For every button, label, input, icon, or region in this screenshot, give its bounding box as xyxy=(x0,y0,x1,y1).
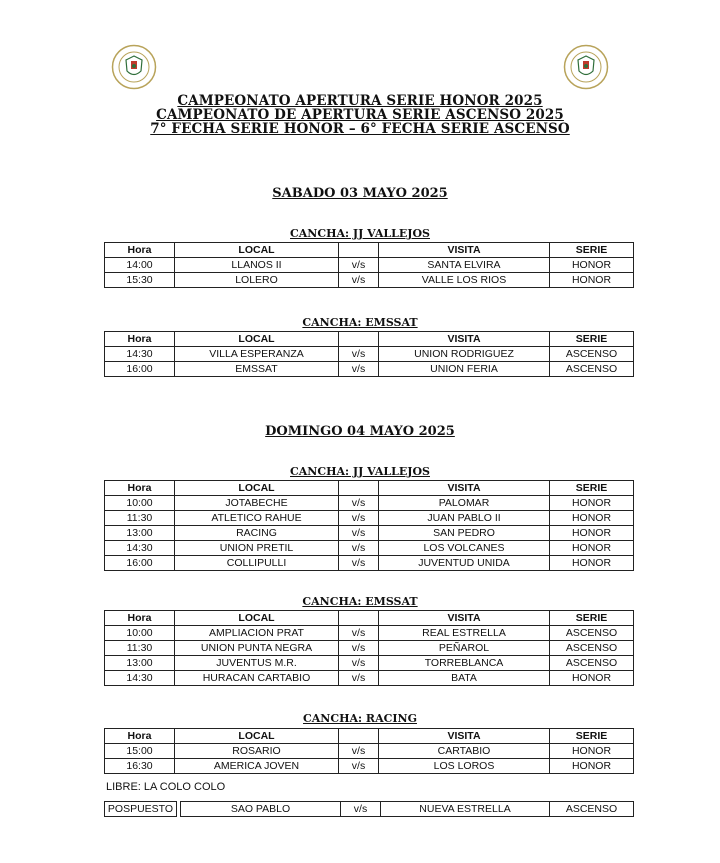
match-time: 15:30 xyxy=(105,273,175,288)
series: ASCENSO xyxy=(550,641,634,656)
day-title-sunday: DOMINGO 04 MAYO 2025 xyxy=(265,424,455,439)
home-team: COLLIPULLI xyxy=(175,556,339,571)
versus: v/s xyxy=(339,744,379,759)
series: ASCENSO xyxy=(550,347,634,362)
away-team: JUAN PABLO II xyxy=(379,511,550,526)
match-time: 14:30 xyxy=(105,347,175,362)
away-team: UNION FERIA xyxy=(379,362,550,377)
table-row xyxy=(105,656,634,671)
col-hora: Hora xyxy=(105,332,175,347)
col-visita: VISITA xyxy=(379,729,550,744)
table-row xyxy=(105,496,634,511)
versus: v/s xyxy=(339,759,379,774)
match-time: 10:00 xyxy=(105,626,175,641)
series: HONOR xyxy=(550,526,634,541)
away-team: TORREBLANCA xyxy=(379,656,550,671)
match-time: 13:00 xyxy=(105,656,175,671)
fixture-table xyxy=(104,480,634,571)
fixture-table xyxy=(104,610,634,686)
home-team: JUVENTUS M.R. xyxy=(175,656,339,671)
col-vs xyxy=(339,611,379,626)
cancha-title: CANCHA: JJ VALLEJOS xyxy=(290,227,430,240)
home-team: VILLA ESPERANZA xyxy=(175,347,339,362)
series: HONOR xyxy=(550,744,634,759)
versus: v/s xyxy=(339,541,379,556)
away-team: LOS VOLCANES xyxy=(379,541,550,556)
cancha-title: CANCHA: RACING xyxy=(303,712,417,725)
versus: v/s xyxy=(339,362,379,377)
col-visita: VISITA xyxy=(379,611,550,626)
col-local: LOCAL xyxy=(175,611,339,626)
col-visita: VISITA xyxy=(379,243,550,258)
match-time: 16:00 xyxy=(105,556,175,571)
table-row xyxy=(105,556,634,571)
col-serie: SERIE xyxy=(550,729,634,744)
home-team: UNION PRETIL xyxy=(175,541,339,556)
col-vs xyxy=(339,332,379,347)
away-team: UNION RODRIGUEZ xyxy=(379,347,550,362)
series: HONOR xyxy=(550,273,634,288)
col-local: LOCAL xyxy=(175,729,339,744)
table-row xyxy=(105,526,634,541)
col-visita: VISITA xyxy=(379,481,550,496)
series: HONOR xyxy=(550,759,634,774)
table-header-row xyxy=(105,332,634,347)
versus: v/s xyxy=(339,258,379,273)
postponed-table xyxy=(104,801,634,817)
match-time: 15:00 xyxy=(105,744,175,759)
cancha-title: CANCHA: EMSSAT xyxy=(302,316,418,329)
col-visita: VISITA xyxy=(379,332,550,347)
col-vs xyxy=(339,729,379,744)
fixture-table xyxy=(104,331,634,377)
match-time: 13:00 xyxy=(105,526,175,541)
libre-note: LIBRE: LA COLO COLO xyxy=(106,781,226,793)
association-seal-logo xyxy=(111,44,157,90)
home-team: SAO PABLO xyxy=(181,802,341,817)
table-header-row xyxy=(105,729,634,744)
home-team: HURACAN CARTABIO xyxy=(175,671,339,686)
home-team: EMSSAT xyxy=(175,362,339,377)
cancha-title: CANCHA: EMSSAT xyxy=(302,595,418,608)
versus: v/s xyxy=(339,556,379,571)
table-header-row xyxy=(105,611,634,626)
table-row xyxy=(105,258,634,273)
table-row xyxy=(105,744,634,759)
col-local: LOCAL xyxy=(175,243,339,258)
table-row xyxy=(105,273,634,288)
away-team: SAN PEDRO xyxy=(379,526,550,541)
versus: v/s xyxy=(339,671,379,686)
title-line-3: 7° FECHA SERIE HONOR – 6° FECHA SERIE ASCENSO xyxy=(150,121,570,137)
home-team: ROSARIO xyxy=(175,744,339,759)
cancha-title: CANCHA: JJ VALLEJOS xyxy=(290,465,430,478)
match-time: 16:00 xyxy=(105,362,175,377)
match-time: 16:30 xyxy=(105,759,175,774)
away-team: NUEVA ESTRELLA xyxy=(381,802,550,817)
away-team: VALLE LOS RIOS xyxy=(379,273,550,288)
series: HONOR xyxy=(550,671,634,686)
home-team: RACING xyxy=(175,526,339,541)
table-row xyxy=(105,626,634,641)
table-row xyxy=(105,641,634,656)
col-serie: SERIE xyxy=(550,332,634,347)
association-seal-logo xyxy=(563,44,609,90)
col-hora: Hora xyxy=(105,243,175,258)
col-hora: Hora xyxy=(105,611,175,626)
series: HONOR xyxy=(550,258,634,273)
col-local: LOCAL xyxy=(175,481,339,496)
match-time: 14:00 xyxy=(105,258,175,273)
table-row xyxy=(105,802,634,817)
series: HONOR xyxy=(550,541,634,556)
table-row xyxy=(105,347,634,362)
away-team: JUVENTUD UNIDA xyxy=(379,556,550,571)
col-serie: SERIE xyxy=(550,611,634,626)
postponed-label: POSPUESTO xyxy=(105,802,177,817)
col-vs xyxy=(339,481,379,496)
away-team: SANTA ELVIRA xyxy=(379,258,550,273)
match-time: 14:30 xyxy=(105,671,175,686)
table-header-row xyxy=(105,481,634,496)
table-header-row xyxy=(105,243,634,258)
match-time: 14:30 xyxy=(105,541,175,556)
fixture-table xyxy=(104,728,634,774)
table-row xyxy=(105,362,634,377)
away-team: PALOMAR xyxy=(379,496,550,511)
match-time: 11:30 xyxy=(105,641,175,656)
versus: v/s xyxy=(339,496,379,511)
title-line-1: CAMPEONATO APERTURA SERIE HONOR 2025 xyxy=(177,93,543,109)
table-row xyxy=(105,511,634,526)
home-team: ATLETICO RAHUE xyxy=(175,511,339,526)
title-line-2: CAMPEONATO DE APERTURA SERIE ASCENSO 2025 xyxy=(156,107,564,123)
home-team: AMERICA JOVEN xyxy=(175,759,339,774)
series: ASCENSO xyxy=(550,626,634,641)
col-local: LOCAL xyxy=(175,332,339,347)
table-row xyxy=(105,671,634,686)
match-time: 10:00 xyxy=(105,496,175,511)
versus: v/s xyxy=(339,526,379,541)
away-team: PEÑAROL xyxy=(379,641,550,656)
document-header xyxy=(0,94,720,136)
series: ASCENSO xyxy=(550,656,634,671)
away-team: REAL ESTRELLA xyxy=(379,626,550,641)
col-serie: SERIE xyxy=(550,243,634,258)
away-team: CARTABIO xyxy=(379,744,550,759)
fixture-table xyxy=(104,242,634,288)
col-hora: Hora xyxy=(105,481,175,496)
series: ASCENSO xyxy=(550,802,634,817)
home-team: LLANOS II xyxy=(175,258,339,273)
series: HONOR xyxy=(550,556,634,571)
versus: v/s xyxy=(339,347,379,362)
home-team: UNION PUNTA NEGRA xyxy=(175,641,339,656)
versus: v/s xyxy=(339,641,379,656)
col-serie: SERIE xyxy=(550,481,634,496)
away-team: LOS LOROS xyxy=(379,759,550,774)
col-hora: Hora xyxy=(105,729,175,744)
home-team: LOLERO xyxy=(175,273,339,288)
table-row xyxy=(105,759,634,774)
series: HONOR xyxy=(550,496,634,511)
match-time: 11:30 xyxy=(105,511,175,526)
table-row xyxy=(105,541,634,556)
home-team: JOTABECHE xyxy=(175,496,339,511)
home-team: AMPLIACION PRAT xyxy=(175,626,339,641)
series: HONOR xyxy=(550,511,634,526)
versus: v/s xyxy=(339,511,379,526)
versus: v/s xyxy=(339,273,379,288)
away-team: BATA xyxy=(379,671,550,686)
day-title-saturday: SABADO 03 MAYO 2025 xyxy=(272,186,448,201)
versus: v/s xyxy=(339,626,379,641)
versus: v/s xyxy=(339,656,379,671)
versus: v/s xyxy=(341,802,381,817)
col-vs xyxy=(339,243,379,258)
series: ASCENSO xyxy=(550,362,634,377)
